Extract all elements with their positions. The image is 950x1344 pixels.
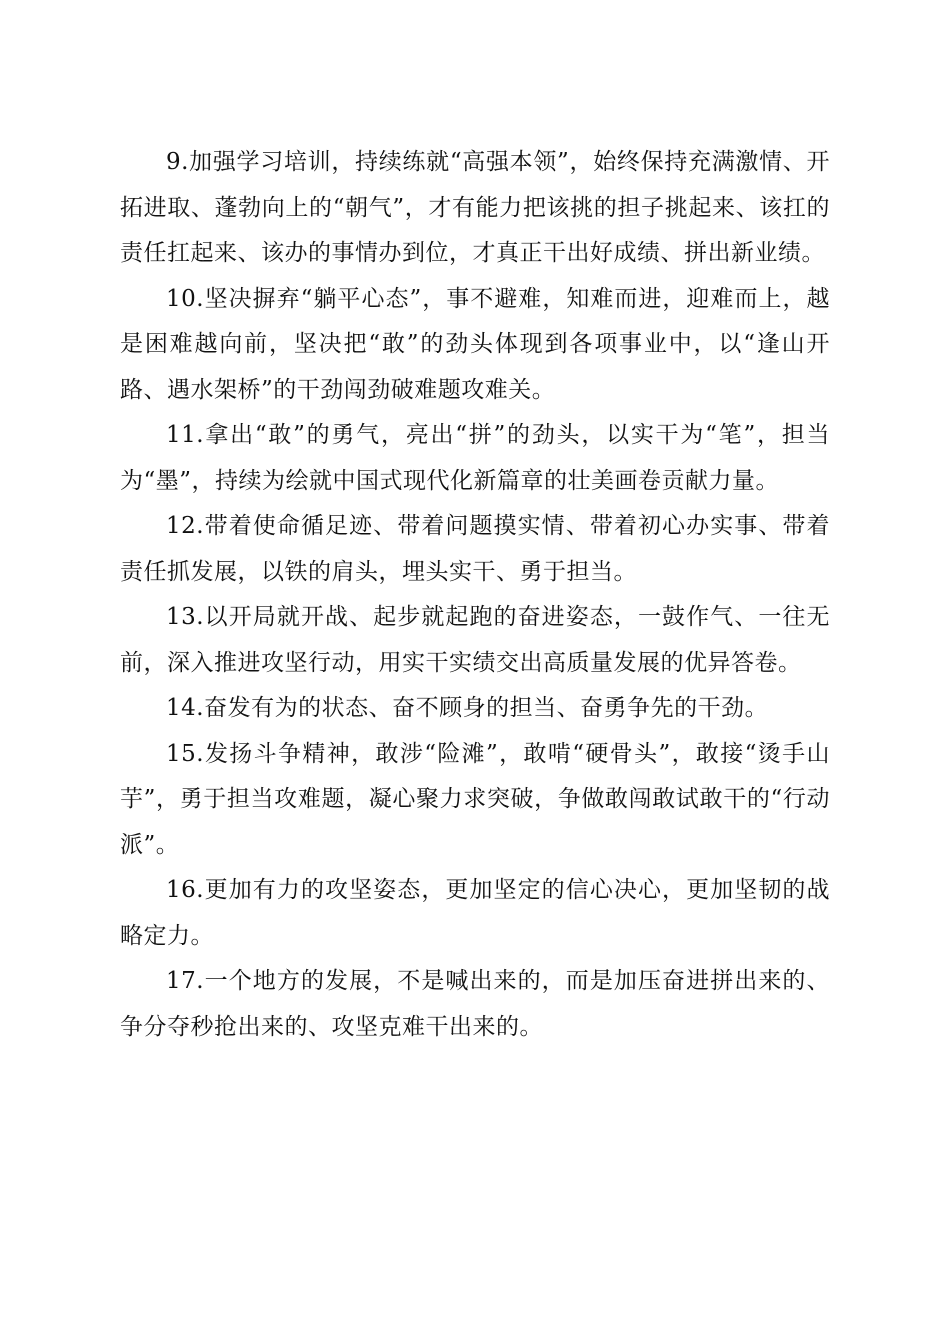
paragraph-14: 14.奋发有为的状态、奋不顾身的担当、奋勇争先的干劲。	[166, 695, 769, 721]
paragraph-13: 13.以开局就开战、起步就起跑的奋进姿态，一鼓作气、一往无前，深入推进攻坚行动，用实干实绩交出高质量发展的优异答卷。	[120, 604, 830, 676]
paragraph-12: 12.带着使命循足迹、带着问题摸实情、带着初心办实事、带着责任抓发展，以铁的肩头，埋头实干、勇于担当。	[120, 513, 830, 585]
paragraph-16: 16.更加有力的攻坚姿态，更加坚定的信心决心，更加坚韧的战略定力。	[120, 877, 830, 949]
paragraph-9: 9.加强学习培训，持续练就“高强本领”，始终保持充满激情、开拓进取、蓬勃向上的“朝气”，才有能力把该挑的担子挑起来、该扛的责任扛起来、该办的事情办到位，才真正干出好成绩、拼出新业绩。	[120, 149, 830, 266]
paragraph-17: 17.一个地方的发展，不是喊出来的，而是加压奋进拼出来的、争分夺秒抢出来的、攻坚克难干出来的。	[120, 968, 830, 1040]
paragraph-15: 15.发扬斗争精神，敢涉“险滩”，敢啃“硬骨头”，敢接“烫手山芋”，勇于担当攻难题，凝心聚力求突破，争做敢闯敢试敢干的“行动派”。	[120, 740, 830, 858]
paragraph-11: 11.拿出“敢”的勇气，亮出“拼”的劲头，以实干为“笔”，担当为“墨”，持续为绘就中国式现代化新篇章的壮美画卷贡献力量。	[120, 422, 830, 494]
document-page	[120, 140, 830, 1050]
paragraph-10: 10.坚决摒弃“躺平心态”，事不避难，知难而进，迎难而上，越是困难越向前，坚决把“敢”的劲头体现到各项事业中，以“逢山开路、遇水架桥”的干劲闯劲破难题攻难关。	[120, 285, 830, 403]
